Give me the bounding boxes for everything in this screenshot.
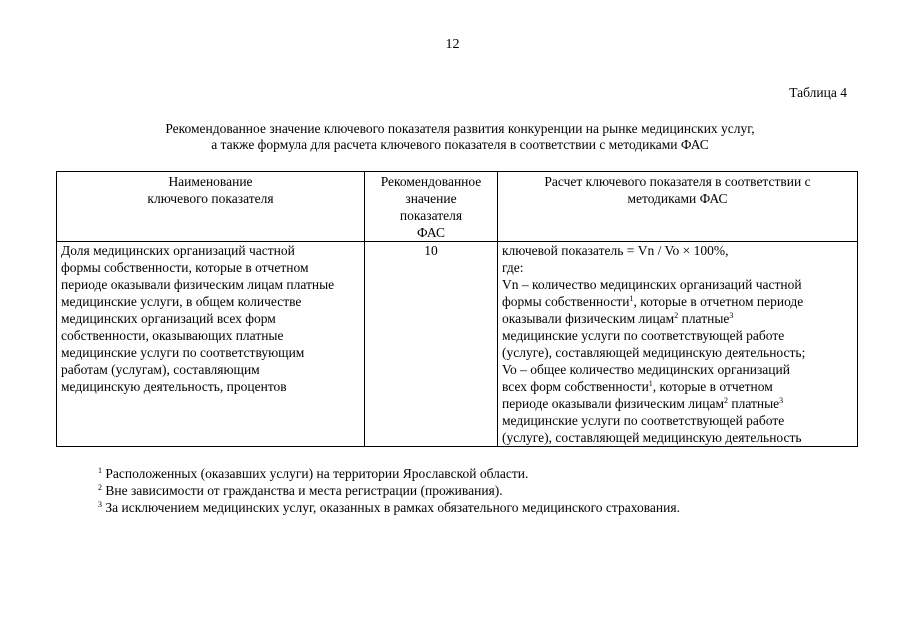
footnote-text: Вне зависимости от гражданства и места регистрации (проживания).: [102, 483, 503, 498]
caption-line-2: а также формула для расчета ключевого показателя в соответствии с методиками ФАС: [211, 137, 709, 152]
calc-text: периоде оказывали физическим лицам: [502, 396, 724, 411]
header-calculation: [498, 172, 858, 242]
cell-line: работам (услугам), составляющим: [61, 362, 260, 377]
calc-line: медицинские услуги по соответствующей работе: [502, 413, 785, 428]
header-recommended-value: [365, 172, 498, 242]
footnote-text: Расположенных (оказавших услуги) на территории Ярославской области.: [102, 466, 529, 481]
footnote-ref: 2: [724, 396, 728, 405]
cell-line: собственности, оказывающих платные: [61, 328, 284, 343]
calc-line: [502, 293, 853, 310]
footnotes: [98, 465, 680, 516]
indicator-table: [56, 171, 858, 447]
header-line: показателя: [399, 208, 463, 223]
cell-line: медицинские услуги, в общем количестве: [61, 294, 302, 309]
calc-text: всех форм собственности: [502, 379, 649, 394]
page-number: 12: [445, 37, 460, 52]
footnote-mark: 2: [98, 483, 102, 492]
calc-line: медицинские услуги по соответствующей работе: [502, 328, 785, 343]
footnote-3: [98, 499, 680, 516]
header-line: значение: [405, 191, 457, 206]
footnote-mark: 3: [98, 500, 102, 509]
calc-line: где:: [502, 260, 524, 275]
calc-line: [502, 395, 853, 412]
footnote-text: За исключением медицинских услуг, оказанных в рамках обязательного медицинского страхования.: [102, 500, 680, 515]
table-header-row: [57, 172, 858, 242]
cell-line: медицинских организаций всех форм: [61, 311, 276, 326]
cell-indicator-name: [57, 242, 365, 447]
calc-line: [502, 310, 853, 327]
header-line: методиками ФАС: [627, 191, 728, 206]
footnote-ref: 3: [779, 396, 784, 405]
table-row: [57, 242, 858, 447]
table-number: Таблица 4: [789, 85, 847, 100]
table-caption: [60, 121, 860, 153]
cell-calculation: [498, 242, 858, 447]
footnote-mark: 1: [98, 466, 102, 475]
header-line: Расчет ключевого показателя в соответствии с: [544, 174, 811, 189]
footnote-2: [98, 482, 680, 499]
footnote-1: [98, 465, 680, 482]
header-line: Рекомендованное: [380, 174, 482, 189]
footnote-ref: 2: [674, 311, 679, 320]
calc-text: оказывали физическим лицам: [502, 311, 675, 326]
calc-line: [502, 378, 853, 395]
footnote-ref: 1: [629, 294, 634, 303]
calc-text: , которые в отчетном: [652, 379, 773, 394]
cell-line: Доля медицинских организаций частной: [61, 243, 295, 258]
header-line: Наименование: [168, 174, 253, 189]
footnote-ref: 1: [648, 379, 653, 388]
calc-text: платные: [678, 311, 730, 326]
calc-line: ключевой показатель = Vn / Vo × 100%,: [502, 243, 729, 258]
cell-line: формы собственности, которые в отчетном: [61, 260, 309, 275]
cell-line: периоде оказывали физическим лицам платные: [61, 277, 335, 292]
header-line: ФАС: [417, 225, 445, 240]
calc-text: платные: [728, 396, 780, 411]
calc-text: формы собственности: [502, 294, 630, 309]
calc-text: , которые в отчетном периоде: [633, 294, 804, 309]
cell-line: медицинскую деятельность, процентов: [61, 379, 287, 394]
cell-recommended-value: 10: [365, 242, 498, 447]
header-line: ключевого показателя: [147, 191, 274, 206]
calc-line: Vo – общее количество медицинских организаций: [502, 362, 790, 377]
footnote-ref: 3: [729, 311, 734, 320]
calc-line: (услуге), составляющей медицинскую деятельность;: [502, 345, 806, 360]
caption-line-1: Рекомендованное значение ключевого показателя развития конкуренции на рынке медицинских услуг,: [165, 121, 755, 136]
calc-line: Vn – количество медицинских организаций частной: [502, 277, 802, 292]
calc-line: (услуге), составляющей медицинскую деятельность: [502, 430, 802, 445]
cell-line: медицинские услуги по соответствующим: [61, 345, 305, 360]
header-indicator-name: [57, 172, 365, 242]
